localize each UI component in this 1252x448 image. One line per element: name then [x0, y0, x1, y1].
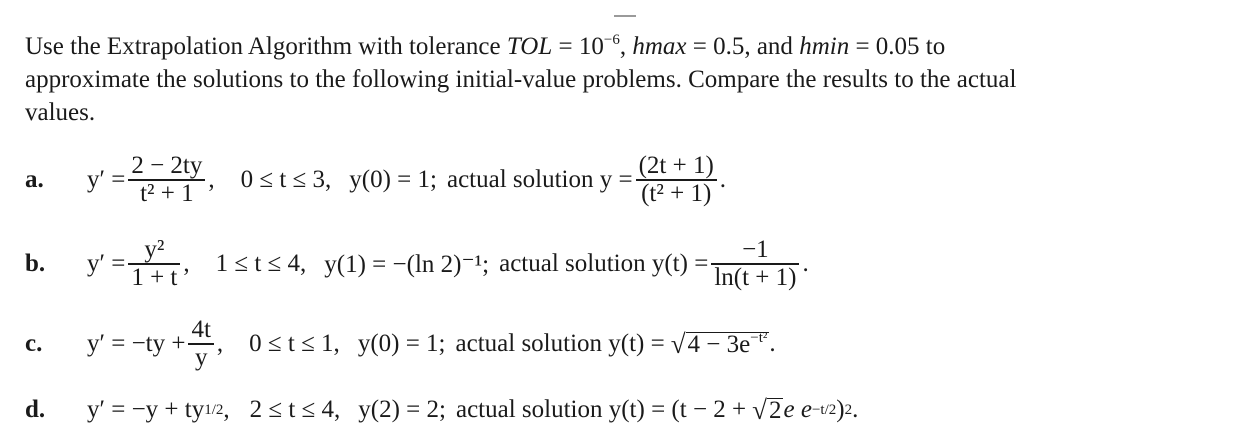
- tol-exponent: −6: [603, 32, 620, 48]
- numerator: 2 − 2ty: [131, 152, 203, 180]
- period: .: [719, 166, 727, 193]
- numerator: (2t + 1): [638, 152, 714, 180]
- numerator: y²: [144, 236, 165, 264]
- hmax-symbol: hmax: [632, 33, 687, 60]
- sqrt-argument: 2: [768, 396, 782, 424]
- page-top-mark: [614, 15, 636, 17]
- problem-label: d.: [25, 396, 46, 423]
- initial-condition: y(0) = 1;: [357, 330, 446, 357]
- lhs: y′ = −ty +: [87, 330, 186, 357]
- denominator: 1 + t: [131, 263, 178, 291]
- hmax-value: = 0.5, and: [686, 33, 800, 60]
- sqrt-text: 4 − 3e: [687, 330, 751, 358]
- lhs: y′ =: [87, 166, 126, 193]
- square-root-symbol: √: [752, 394, 767, 425]
- period: .: [769, 330, 776, 357]
- actual-solution-label: actual solution y(t) =: [499, 250, 709, 277]
- problem-equation: y′ = −y + ty 1/2 , 2 ≤ t ≤ 4, y(2) = 2; actual solution y(t) = (t − 2 + √ 2 e e −t/2 ) 2 .: [87, 394, 859, 425]
- denominator: t² + 1: [140, 179, 194, 207]
- square-root-symbol: √: [670, 328, 686, 359]
- exponent: −t²: [750, 329, 768, 346]
- denominator: y: [194, 343, 208, 371]
- actual-solution-label: actual solution y =: [446, 166, 633, 193]
- rhs-fraction: [188, 317, 213, 371]
- intro-paragraph: [25, 30, 1230, 129]
- lhs: y′ =: [87, 250, 126, 277]
- comma: ,: [183, 250, 190, 277]
- rhs-fraction: [128, 153, 205, 207]
- close-paren: ): [836, 396, 845, 423]
- denominator: (t² + 1): [641, 179, 712, 207]
- initial-condition: y(1) = −(ln 2)⁻¹;: [324, 251, 490, 278]
- initial-condition: y(0) = 1;: [349, 166, 437, 193]
- rhs-fraction: [128, 237, 180, 291]
- solution-fraction: [636, 153, 717, 207]
- comma: ,: [223, 396, 230, 423]
- actual-solution-label: actual solution y(t) = (t − 2 +: [455, 396, 747, 423]
- problem-d: [25, 380, 1235, 440]
- problem-b: [25, 234, 1235, 294]
- e-terms: e e: [783, 396, 812, 423]
- intro-line-2: approximate the solutions to the following initial-value problems. Compare the results to the actual: [25, 66, 1017, 93]
- intro-line-3: values.: [25, 99, 96, 126]
- actual-solution-label: actual solution y(t) =: [455, 330, 665, 357]
- problem-label: a.: [25, 166, 44, 193]
- denominator: ln(t + 1): [714, 263, 797, 291]
- hmin-value: = 0.05 to: [849, 33, 946, 60]
- hmin-symbol: hmin: [799, 33, 850, 60]
- tol-symbol: TOL: [506, 33, 553, 60]
- initial-condition: y(2) = 2;: [358, 396, 446, 423]
- problem-a: [25, 150, 1235, 210]
- interval: 1 ≤ t ≤ 4,: [215, 250, 307, 277]
- interval: 0 ≤ t ≤ 3,: [240, 166, 332, 193]
- intro-text: Use the Extrapolation Algorithm with tolerance: [25, 33, 507, 60]
- numerator: 4t: [191, 316, 211, 344]
- sqrt-argument: [686, 329, 770, 358]
- tol-value: = 10: [552, 33, 604, 60]
- lhs: y′ = −y + ty: [87, 396, 205, 423]
- problem-c: [25, 314, 1235, 374]
- period: .: [802, 250, 809, 277]
- period: .: [852, 396, 859, 423]
- solution-fraction: [711, 237, 799, 291]
- problem-equation: [87, 314, 776, 374]
- comma: ,: [216, 330, 224, 357]
- problem-label: b.: [25, 250, 46, 277]
- problem-label: c.: [25, 330, 43, 357]
- interval: 0 ≤ t ≤ 1,: [249, 330, 340, 357]
- problem-equation: [87, 150, 726, 210]
- interval: 2 ≤ t ≤ 4,: [249, 396, 341, 423]
- numerator: −1: [742, 236, 769, 264]
- problem-equation: [87, 234, 809, 294]
- separator: ,: [619, 33, 633, 60]
- comma: ,: [208, 166, 215, 193]
- intro-line-1: [25, 30, 1230, 63]
